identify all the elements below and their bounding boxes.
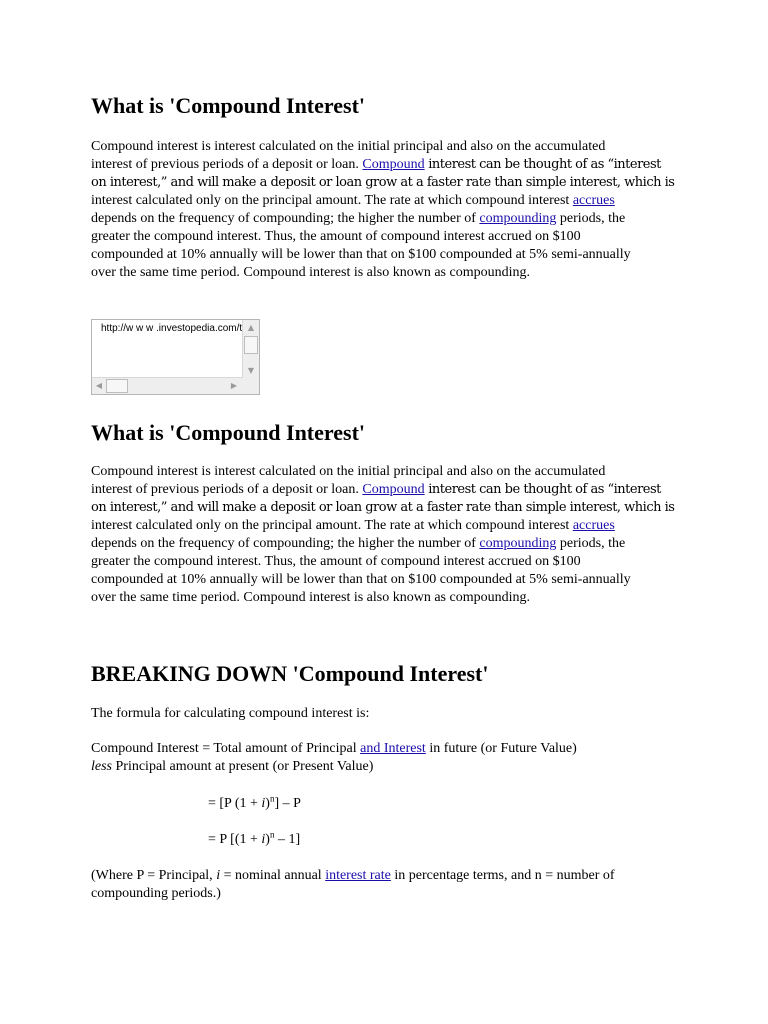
horizontal-scroll-thumb[interactable] — [106, 379, 128, 393]
accrues-link[interactable]: accrues — [572, 518, 615, 533]
embedded-url-text: http://w w w .investopedia.com/t — [101, 323, 243, 334]
para-line: depends on the frequency of compounding; the higher the number of compounding periods, the — [91, 211, 626, 226]
arrow-up-icon[interactable]: ▲ — [247, 323, 255, 332]
interest-rate-link[interactable]: interest rate — [325, 868, 391, 883]
arrow-left-icon[interactable]: ◀ — [95, 381, 103, 390]
vertical-scroll-thumb[interactable] — [244, 336, 258, 354]
accrues-link[interactable]: accrues — [572, 193, 615, 208]
section2-paragraph — [91, 463, 691, 607]
para-line: over the same time period. Compound interest is also known as compounding. — [91, 265, 530, 280]
para-line: interest of previous periods of a deposit or loan. Compound interest can be thought of as “interest — [91, 482, 661, 497]
formula-one: = [P $(1 + i)^n] - P$ — [208, 793, 301, 811]
compounding-link[interactable]: compounding — [479, 211, 557, 226]
para-line: interest calculated only on the principal amount. The rate at which compound interest accrues — [91, 193, 615, 208]
para-line: Compound interest is interest calculated on the initial principal and also on the accumulated — [91, 139, 606, 154]
section1-heading: What is 'Compound Interest' — [91, 93, 366, 118]
formula-intro: The formula for calculating compound interest is: — [91, 706, 370, 721]
para-line: Compound interest is interest calculated on the initial principal and also on the accumulated — [91, 464, 606, 479]
embedded-url-box[interactable] — [91, 319, 260, 395]
para-line: interest calculated only on the principal amount. The rate at which compound interest accrues — [91, 518, 615, 533]
arrow-right-icon[interactable]: ▶ — [230, 381, 238, 390]
breakdown-heading: BREAKING DOWN 'Compound Interest' — [91, 661, 489, 686]
vertical-scrollbar[interactable] — [242, 320, 259, 379]
para-line: on interest,” and will make a deposit or loan grow at a faster rate than simple interest, which is — [91, 175, 675, 190]
para-line: compounded at 10% annually will be lower than that on $100 compounded at 5% semi-annually — [91, 572, 631, 587]
para-line: on interest,” and will make a deposit or loan grow at a faster rate than simple interest, which is — [91, 500, 675, 515]
compound-link[interactable]: Compound — [362, 482, 425, 497]
section1-paragraph — [91, 138, 691, 282]
formula-variables-note: (Where P = Principal, i = nominal annual interest rate in percentage terms, and n = number of compounding periods.) — [91, 868, 615, 901]
compound-link[interactable]: Compound — [362, 157, 425, 172]
and-interest-link[interactable]: and Interest — [360, 741, 426, 756]
para-line: greater the compound interest. Thus, the amount of compound interest accrued on $100 — [91, 554, 581, 569]
para-line: over the same time period. Compound interest is also known as compounding. — [91, 590, 530, 605]
para-line: interest of previous periods of a deposit or loan. Compound interest can be thought of as “interest — [91, 157, 661, 172]
para-line: greater the compound interest. Thus, the amount of compound interest accrued on $100 — [91, 229, 581, 244]
horizontal-scrollbar[interactable] — [92, 377, 243, 394]
compounding-link[interactable]: compounding — [479, 536, 557, 551]
section2-heading: What is 'Compound Interest' — [91, 420, 366, 445]
formula-two: = P $[(1 + i)^n - 1]$ — [208, 829, 301, 847]
compound-interest-definition: Compound Interest = Total amount of Principal and Interest in future (or Future Value) less Principal amount at present (or Present Value) — [91, 741, 577, 774]
arrow-down-icon[interactable]: ▼ — [247, 366, 255, 375]
para-line: compounded at 10% annually will be lower than that on $100 compounded at 5% semi-annually — [91, 247, 631, 262]
scrollbar-corner — [243, 378, 259, 394]
para-line: depends on the frequency of compounding; the higher the number of compounding periods, the — [91, 536, 626, 551]
